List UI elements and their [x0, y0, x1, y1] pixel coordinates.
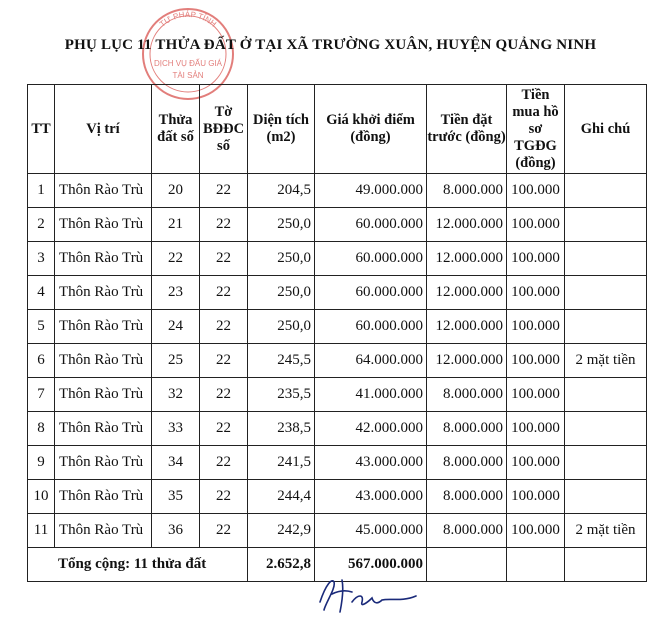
row-plot-number: 22 [152, 242, 200, 276]
table-row [28, 514, 647, 548]
table-row [28, 378, 647, 412]
row-number: 4 [28, 276, 55, 310]
row-deposit: 12.000.000 [427, 242, 507, 276]
header-location: Vị trí [55, 85, 152, 174]
row-location: Thôn Rào Trù [55, 276, 152, 310]
row-area: 250,0 [248, 242, 315, 276]
header-deposit: Tiền đặt trước (đồng) [427, 85, 507, 174]
total-empty-cell [427, 548, 507, 582]
row-plot-number: 21 [152, 208, 200, 242]
row-map-sheet: 22 [200, 412, 248, 446]
auction-table [27, 84, 647, 582]
row-number: 8 [28, 412, 55, 446]
row-location: Thôn Rào Trù [55, 378, 152, 412]
row-notes [565, 242, 647, 276]
row-location: Thôn Rào Trù [55, 344, 152, 378]
row-notes [565, 276, 647, 310]
row-dossier-fee: 100.000 [507, 276, 565, 310]
row-starting-price: 41.000.000 [315, 378, 427, 412]
row-deposit: 12.000.000 [427, 276, 507, 310]
header-starting-price: Giá khởi điểm (đồng) [315, 85, 427, 174]
row-plot-number: 23 [152, 276, 200, 310]
row-area: 242,9 [248, 514, 315, 548]
row-plot-number: 20 [152, 174, 200, 208]
table-row [28, 344, 647, 378]
row-deposit: 8.000.000 [427, 480, 507, 514]
row-plot-number: 34 [152, 446, 200, 480]
row-map-sheet: 22 [200, 174, 248, 208]
row-plot-number: 35 [152, 480, 200, 514]
row-area: 235,5 [248, 378, 315, 412]
total-price: 567.000.000 [315, 548, 427, 582]
row-number: 2 [28, 208, 55, 242]
row-plot-number: 24 [152, 310, 200, 344]
table-row [28, 480, 647, 514]
row-map-sheet: 22 [200, 514, 248, 548]
row-dossier-fee: 100.000 [507, 208, 565, 242]
table-row [28, 208, 647, 242]
row-starting-price: 45.000.000 [315, 514, 427, 548]
table-header-row [28, 85, 647, 174]
total-area: 2.652,8 [248, 548, 315, 582]
row-deposit: 8.000.000 [427, 412, 507, 446]
total-empty-cell [507, 548, 565, 582]
row-number: 10 [28, 480, 55, 514]
row-map-sheet: 22 [200, 242, 248, 276]
row-notes [565, 480, 647, 514]
row-area: 244,4 [248, 480, 315, 514]
row-dossier-fee: 100.000 [507, 446, 565, 480]
row-notes [565, 412, 647, 446]
svg-text:TƯ PHÁP TỈNH [158, 10, 218, 29]
row-deposit: 8.000.000 [427, 174, 507, 208]
row-notes [565, 310, 647, 344]
table-row [28, 276, 647, 310]
row-location: Thôn Rào Trù [55, 514, 152, 548]
row-map-sheet: 22 [200, 208, 248, 242]
row-location: Thôn Rào Trù [55, 208, 152, 242]
row-notes [565, 446, 647, 480]
header-plot-number: Thửa đất số [152, 85, 200, 174]
header-area: Diện tích (m2) [248, 85, 315, 174]
table-row [28, 242, 647, 276]
row-number: 6 [28, 344, 55, 378]
row-number: 1 [28, 174, 55, 208]
row-map-sheet: 22 [200, 344, 248, 378]
row-notes: 2 mặt tiền [565, 344, 647, 378]
row-notes: 2 mặt tiền [565, 514, 647, 548]
row-location: Thôn Rào Trù [55, 412, 152, 446]
header-dossier-fee: Tiền mua hồ sơ TGĐG (đồng) [507, 85, 565, 174]
stamp-line-3: TÀI SẢN [172, 71, 204, 80]
row-map-sheet: 22 [200, 446, 248, 480]
row-area: 250,0 [248, 310, 315, 344]
row-number: 5 [28, 310, 55, 344]
row-number: 9 [28, 446, 55, 480]
stamp-line-2: DỊCH VỤ ĐẤU GIÁ [153, 59, 223, 68]
row-area: 245,5 [248, 344, 315, 378]
row-map-sheet: 22 [200, 276, 248, 310]
row-plot-number: 32 [152, 378, 200, 412]
header-map-sheet: Tờ BĐĐC số [200, 85, 248, 174]
total-label: Tổng cộng: 11 thửa đất [28, 548, 248, 582]
row-starting-price: 64.000.000 [315, 344, 427, 378]
row-number: 7 [28, 378, 55, 412]
row-plot-number: 36 [152, 514, 200, 548]
row-plot-number: 33 [152, 412, 200, 446]
table-row [28, 446, 647, 480]
row-dossier-fee: 100.000 [507, 412, 565, 446]
row-area: 241,5 [248, 446, 315, 480]
row-notes [565, 208, 647, 242]
total-empty-cell [565, 548, 647, 582]
row-notes [565, 174, 647, 208]
row-area: 250,0 [248, 276, 315, 310]
row-location: Thôn Rào Trù [55, 174, 152, 208]
table-row [28, 310, 647, 344]
row-deposit: 12.000.000 [427, 344, 507, 378]
row-map-sheet: 22 [200, 310, 248, 344]
row-starting-price: 43.000.000 [315, 446, 427, 480]
row-dossier-fee: 100.000 [507, 514, 565, 548]
row-starting-price: 60.000.000 [315, 242, 427, 276]
row-dossier-fee: 100.000 [507, 480, 565, 514]
row-dossier-fee: 100.000 [507, 174, 565, 208]
row-map-sheet: 22 [200, 378, 248, 412]
table-row [28, 174, 647, 208]
row-notes [565, 378, 647, 412]
row-starting-price: 60.000.000 [315, 276, 427, 310]
row-number: 11 [28, 514, 55, 548]
header-tt: TT [28, 85, 55, 174]
stamp-arc-text: TƯ PHÁP TỈNH [157, 9, 219, 29]
signature [312, 572, 422, 616]
row-starting-price: 60.000.000 [315, 310, 427, 344]
row-location: Thôn Rào Trù [55, 446, 152, 480]
row-dossier-fee: 100.000 [507, 310, 565, 344]
row-dossier-fee: 100.000 [507, 344, 565, 378]
row-starting-price: 43.000.000 [315, 480, 427, 514]
row-starting-price: 49.000.000 [315, 174, 427, 208]
row-map-sheet: 22 [200, 480, 248, 514]
page-title: PHỤ LỤC 11 THỬA ĐẤT Ở TẠI XÃ TRƯỜNG XUÂN, HUYỆN QUẢNG NINH [64, 37, 597, 53]
row-location: Thôn Rào Trù [55, 310, 152, 344]
row-dossier-fee: 100.000 [507, 242, 565, 276]
row-deposit: 8.000.000 [427, 514, 507, 548]
row-starting-price: 42.000.000 [315, 412, 427, 446]
row-area: 250,0 [248, 208, 315, 242]
row-deposit: 8.000.000 [427, 446, 507, 480]
row-dossier-fee: 100.000 [507, 378, 565, 412]
header-notes: Ghi chú [565, 85, 647, 174]
row-number: 3 [28, 242, 55, 276]
row-deposit: 12.000.000 [427, 310, 507, 344]
row-area: 204,5 [248, 174, 315, 208]
table-row [28, 412, 647, 446]
row-deposit: 12.000.000 [427, 208, 507, 242]
row-plot-number: 25 [152, 344, 200, 378]
row-deposit: 8.000.000 [427, 378, 507, 412]
row-area: 238,5 [248, 412, 315, 446]
row-starting-price: 60.000.000 [315, 208, 427, 242]
row-location: Thôn Rào Trù [55, 242, 152, 276]
row-location: Thôn Rào Trù [55, 480, 152, 514]
